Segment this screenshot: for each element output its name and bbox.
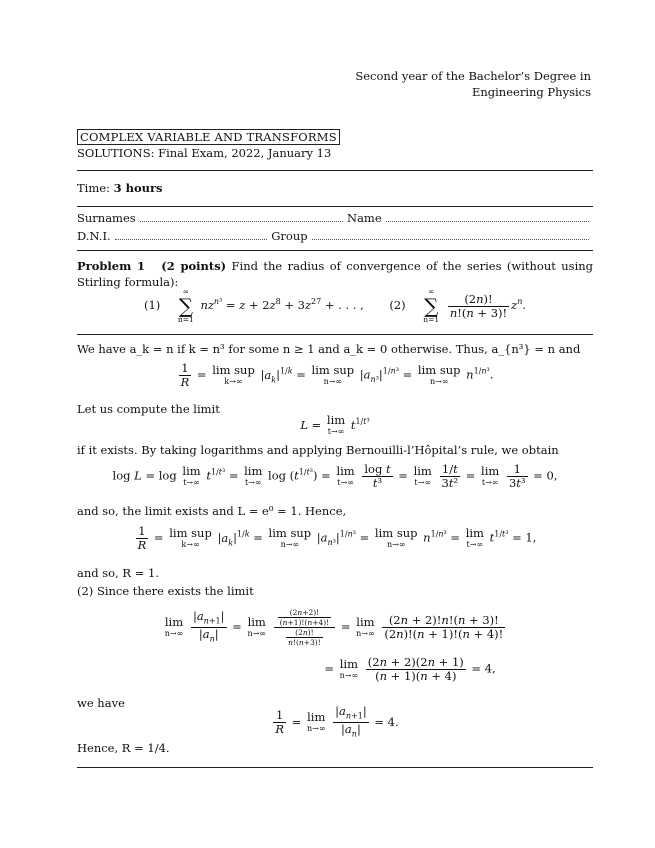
limit-exists-text: and so, the limit exists and L = e⁰ = 1. Hence, [77, 504, 347, 518]
time-line: Time: 3 hours [77, 181, 163, 195]
exam-page [77, 0, 593, 848]
equation-R-result: $\frac{1}{R}$ = lim sup k→∞ $|a_k|^{1/k} = \lim$ sup n→∞ $|a_{n^3}|^{1/n^3} = \lim$ sup n→∞ $n^{1/n^3} = \lim$ t→∞ $t^{1/t^3} = 1$, [137, 524, 537, 552]
equation-1-over-R: $\frac{1}{R}$ = lim sup k→∞ $|a_k|^{1/k} = \lim$ sup n→∞ $|a_{n^3}|^{1/n^3} = \lim$ sup n→∞ $n^{1/n^3}$. [180, 361, 494, 389]
compute-limit-text: Let us compute the limit [77, 402, 220, 416]
equation-ratio: lim n→∞ $\frac{|a_{n+1}|}{|a_n|}$ = lim n→∞ $\frac{\frac{(2n+2)!}{(n+1)!(n+4)!}}{\frac{(2n)!}{n!(n+3)!}}$ = lim n→∞ $\frac{(2n + 2)!n!(n + 3)!}{(2n)!(n + 1)!(n + 4)!}$ [164, 608, 504, 647]
divider [77, 250, 593, 251]
degree-line-2: Engineering Physics [471, 85, 591, 99]
time-value: 3 hours [113, 181, 163, 195]
exam-subtitle: SOLUTIONS: Final Exam, 2022, January 13 [77, 146, 332, 160]
divider [77, 767, 593, 768]
surnames-label: Surnames [77, 211, 136, 225]
equation-1-over-R-2: $\frac{1}{R}$ = lim n→∞ $\frac{|a_{n+1}|}{|a_n|}$ = 4. [275, 704, 399, 739]
degree-header [355, 68, 591, 100]
degree-line-1: Second year of the Bachelor’s Degree in [355, 69, 591, 83]
sum-symbol: ∞ ∑ n=1 [423, 287, 440, 324]
surnames-field[interactable] [140, 211, 343, 222]
part1-intro: We have a_k = n if k = n³ for some n ≥ 1 and a_k = 0 otherwise. Thus, a_{n³} = n and [77, 342, 581, 356]
logs-text: if it exists. By taking logarithms and applying Bernouilli-l’Hôpital’s rule, we obtain [77, 443, 559, 457]
divider [77, 170, 593, 171]
divider [77, 334, 593, 335]
equation-ratio-cont: = lim n→∞ $\frac{(2n + 2)(2n + 1)}{(n + 1)(n + 4)}$ = 4, [324, 655, 496, 683]
problem-statement: Problem 1 (2 points) Find the radius of convergence of the series (without using Stirling formula): [77, 259, 594, 289]
divider [77, 206, 593, 207]
name-field[interactable] [386, 211, 589, 222]
dni-group-row [77, 229, 593, 243]
r-result-1: and so, R = 1. [77, 566, 159, 580]
part2-intro: (2) Since there exists the limit [77, 584, 254, 598]
equation-logL: log L = log lim t→∞ $t^{1/t^3} = \lim$ t→∞ $\log (t^{1/t^3}) = \lim$ t→∞ $\frac{\text{log t}}{\text{t³}}$ = lim t→∞ $\frac{1/t}{\text{3t²}}$ = lim t→∞ $\frac{1}{\text{3t³}}$ = 0, [112, 462, 558, 490]
series-display: (1) ∞ ∑ n=1 $nz^{n^3} = z + 2z^8 + 3z^{27}$ + . . . , (2) ∞ ∑ n=1 $\frac{(2n)!}{n!(n + 3)!}$ $z^n$. [143, 287, 527, 324]
r-result-2: Hence, R = 1/4. [77, 741, 170, 755]
dni-field[interactable] [115, 229, 268, 240]
name-label: Name [347, 211, 382, 225]
group-label: Group [271, 229, 308, 243]
problem-points: (2 points) [161, 259, 227, 273]
group-field[interactable] [312, 229, 589, 240]
problem-label: Problem 1 [77, 259, 146, 273]
sum-symbol: ∞ ∑ n=1 [177, 287, 194, 324]
surnames-name-row [77, 211, 593, 225]
course-title: COMPLEX VARIABLE AND TRANSFORMS [77, 129, 340, 145]
we-have-text: we have [77, 696, 125, 710]
dni-label: D.N.I. [77, 229, 111, 243]
equation-L: L = lim t→∞ $t^{1/t^3}$ [300, 413, 370, 436]
